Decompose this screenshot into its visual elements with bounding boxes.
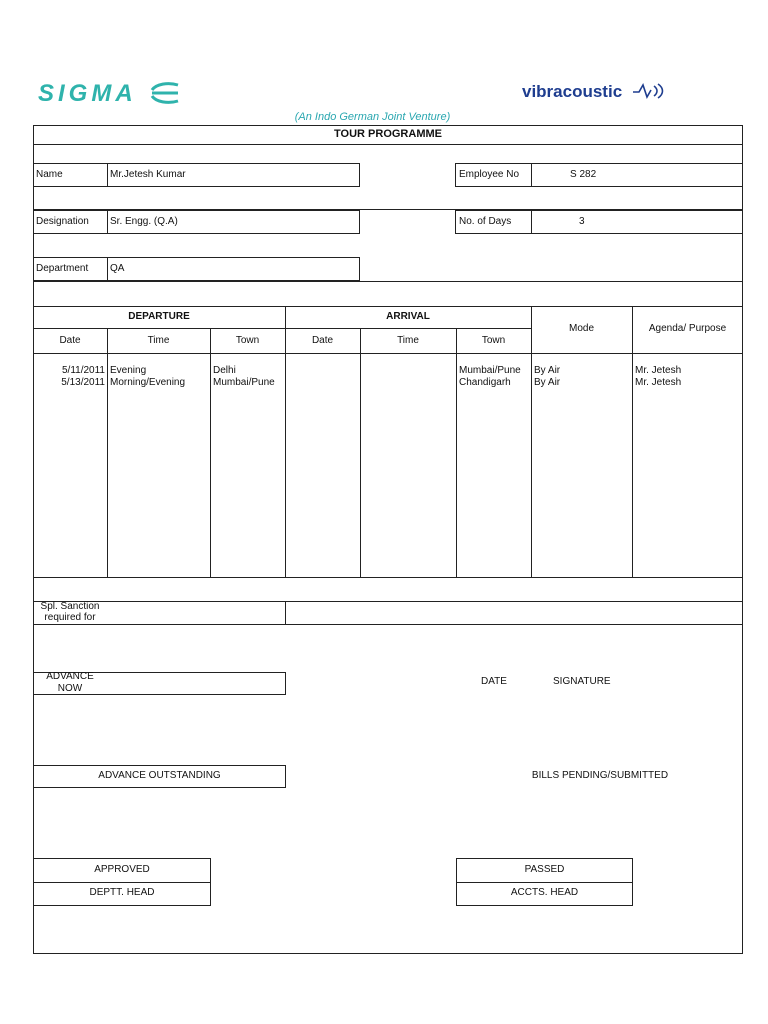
mode-header: Mode <box>568 323 594 334</box>
mode-cell: By Air <box>534 365 561 376</box>
designation-label: Designation <box>36 216 89 227</box>
vibracoustic-logo-text: vibracoustic <box>522 82 623 101</box>
sigma-logo-text: SIGMA <box>38 80 136 107</box>
arr-town-cell: Chandigarh <box>459 377 511 388</box>
advance-now-line2: NOW <box>57 683 83 694</box>
employee-no-label: Employee No <box>459 169 520 180</box>
agenda-cell: Mr. Jetesh <box>635 377 682 388</box>
dep-time-header: Time <box>147 335 170 346</box>
passed-label: PASSED <box>524 864 565 875</box>
arr-date-header: Date <box>311 335 334 346</box>
wave-mark-icon <box>631 82 667 100</box>
spl-sanction-label <box>33 601 107 623</box>
employee-no-value: S 282 <box>570 169 597 180</box>
deptt-head-label: DEPTT. HEAD <box>89 887 155 898</box>
agenda-header: Agenda/ Purpose <box>648 323 727 334</box>
department-value: QA <box>110 263 125 274</box>
dep-date-header: Date <box>59 335 81 346</box>
accts-head-label: ACCTS. HEAD <box>510 887 579 898</box>
date-label: DATE <box>481 676 507 687</box>
dep-time-cell: Evening <box>110 365 147 376</box>
dep-town-cell: Delhi <box>213 365 236 376</box>
spl-sanction-line1: Spl. Sanction <box>40 601 100 612</box>
subtitle: (An Indo German Joint Venture) <box>294 111 451 123</box>
approved-label: APPROVED <box>94 864 150 875</box>
days-label: No. of Days <box>459 216 512 227</box>
days-value: 3 <box>579 216 585 227</box>
sigma-mark-icon <box>148 82 182 104</box>
name-value: Mr.Jetesh Kumar <box>110 169 186 180</box>
designation-value: Sr. Engg. (Q.A) <box>110 216 178 227</box>
spl-sanction-line2: required for <box>44 612 96 623</box>
agenda-cell: Mr. Jetesh <box>635 365 682 376</box>
dep-time-cell: Morning/Evening <box>110 377 186 388</box>
spl-sanction-input[interactable] <box>286 602 742 623</box>
dep-town-header: Town <box>235 335 260 346</box>
form-title: TOUR PROGRAMME <box>334 128 442 140</box>
dep-town-cell: Mumbai/Pune <box>213 377 275 388</box>
mode-cell: By Air <box>534 377 561 388</box>
form-frame <box>33 125 743 954</box>
bills-pending-label: BILLS PENDING/SUBMITTED <box>531 770 669 781</box>
advance-now-label <box>33 671 107 695</box>
advance-outstanding-label: ADVANCE OUTSTANDING <box>98 770 221 781</box>
sigma-logo <box>38 80 182 108</box>
dep-date-cell: 5/11/2011 <box>61 365 105 376</box>
vibracoustic-logo <box>522 82 667 102</box>
arr-town-header: Town <box>481 335 506 346</box>
dep-date-cell: 5/13/2011 <box>61 377 105 388</box>
arr-town-cell: Mumbai/Pune <box>459 365 521 376</box>
advance-now-line1: ADVANCE <box>46 671 94 682</box>
name-label: Name <box>36 169 63 180</box>
arrival-header: ARRIVAL <box>386 311 430 322</box>
signature-label: SIGNATURE <box>553 676 611 687</box>
name-field[interactable] <box>33 163 360 187</box>
arr-time-header: Time <box>397 335 419 346</box>
department-label: Department <box>36 263 89 274</box>
departure-header: DEPARTURE <box>128 311 190 322</box>
